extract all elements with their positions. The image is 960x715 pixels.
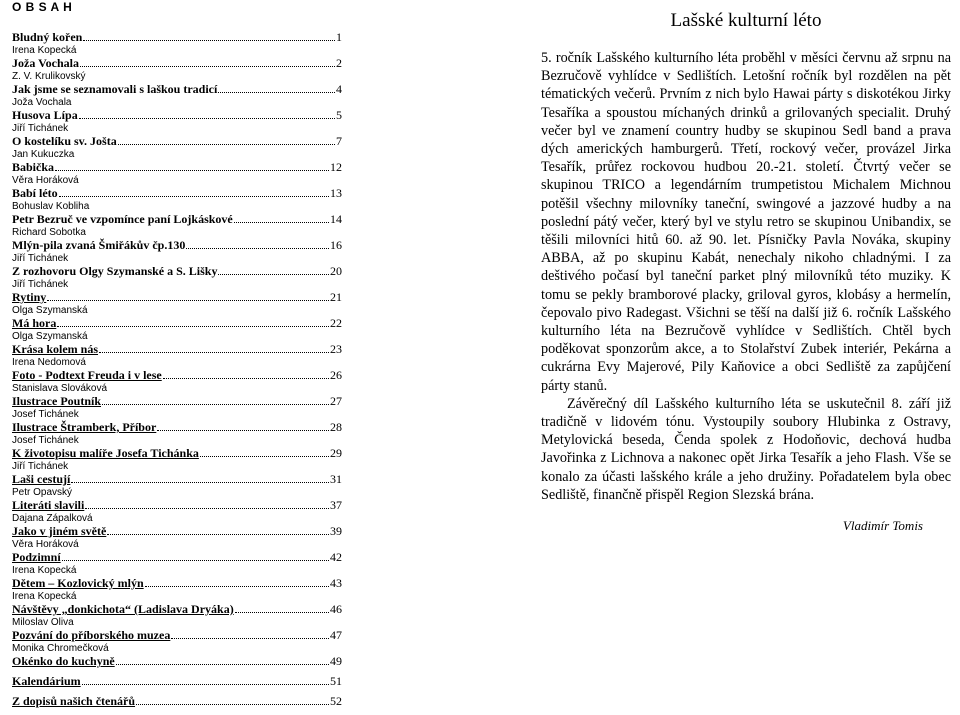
toc-leader-dots (80, 65, 335, 67)
toc-entry-title: Podzimní (12, 550, 61, 564)
table-of-contents (12, 0, 342, 715)
toc-entry-author: Dajana Zápalková (12, 513, 93, 524)
toc-leader-dots (79, 117, 335, 119)
toc-entry-title: Literáti slavili (12, 498, 85, 512)
toc-entry-title: Dětem – Kozlovický mlýn (12, 576, 144, 590)
article-title: Lašské kulturní léto (670, 10, 822, 31)
toc-entry-author: Josef Tichánek (12, 409, 79, 420)
toc-entry-page: 29 (330, 446, 342, 460)
toc-entry-page: 1 (336, 30, 342, 44)
toc-entry-row (12, 395, 342, 408)
toc-entry-title: Ilustrace Štramberk, Příbor (12, 420, 157, 434)
toc-entry-title: Jak jsme se seznamovali s laškou tradicí (12, 82, 218, 96)
toc-entry-page: 23 (330, 342, 342, 356)
toc-entry-row (12, 31, 342, 44)
toc-leader-dots (83, 39, 335, 41)
toc-entry-row (12, 551, 342, 564)
toc-entry-author: Jan Kukuczka (12, 149, 75, 160)
toc-entry (12, 291, 342, 317)
toc-leader-dots (62, 559, 329, 561)
toc-entry-author: Irena Kopecká (12, 591, 77, 602)
toc-entry-author: Monika Chromečková (12, 643, 109, 654)
toc-entry (12, 187, 342, 213)
article-paragraph-2: Závěrečný díl Lašského kulturního léta se uskutečnil 8. září již tradičně v lidovém tónu. Vystoupily soubory Hlubinka z Ostravy, Metylovická beseda, Čenda spolek z Hodoňovic, dechová hudba Javořinka z Lichnova a nakonec opět Jirka Tesařík a jeho Flash. Vše se konalo za účasti lašského krále a jeho družiny. Pořadatelem byla obec Sedliště, finančně přispěl Region Slezská brána. (541, 395, 951, 503)
toc-entry-title: Bludný kořen (12, 30, 83, 44)
toc-entry-author: Věra Horáková (12, 539, 79, 550)
toc-entry-page: 5 (336, 108, 342, 122)
toc-entry-page: 46 (330, 602, 342, 616)
toc-entry (12, 525, 342, 551)
toc-entry-page: 47 (330, 628, 342, 642)
toc-entry-title: Rytiny (12, 290, 47, 304)
article-signature: Vladimír Tomis (842, 518, 923, 534)
toc-entry-author: Josef Tichánek (12, 435, 79, 446)
toc-list (12, 31, 342, 715)
toc-entry (12, 675, 342, 695)
toc-entry-row (12, 695, 342, 708)
toc-entry-row (12, 473, 342, 486)
toc-entry-title: Okénko do kuchyně (12, 654, 115, 668)
toc-entry-page: 37 (330, 498, 342, 512)
toc-entry-author: Z. V. Krulikovský (12, 71, 86, 82)
toc-leader-dots (235, 611, 329, 613)
toc-entry-row (12, 343, 342, 356)
toc-entry (12, 317, 342, 343)
toc-entry-title: Ilustrace Poutník (12, 394, 102, 408)
toc-entry-page: 4 (336, 82, 342, 96)
toc-entry-author: Jiří Tichánek (12, 279, 69, 290)
toc-entry-page: 43 (330, 576, 342, 590)
toc-leader-dots (102, 403, 329, 405)
toc-leader-dots (118, 143, 335, 145)
toc-entry-page: 26 (330, 368, 342, 382)
toc-entry-title: Z rozhovoru Olgy Szymanské a S. Lišky (12, 264, 218, 278)
toc-entry (12, 473, 342, 499)
toc-entry-row (12, 369, 342, 382)
toc-entry-row (12, 135, 342, 148)
toc-entry (12, 421, 342, 447)
article-paragraph-1: 5. ročník Lašského kulturního léta proběhl v měsíci červnu až srpnu na Bezručově vyhlídce v Sedlištích. Letošní ročník byl rozdělen na pět tématických večerů. Prvním z nich bylo Hawai párty s diskotékou Jirky Tesaříka a spoustou míchaných drinků a grilovaných specialit. Druhý večer byl ve znamení country hudby se skupinou Sedl band a prava dých amerických hamburgerů. Třetí, rockový večer, provázel Jirka Tesařík, průřez rockovou hudbou 20.-21. století. Čtvrtý večer se skupinou TRICO a legendárním trumpetistou Michalem Michnou potěšil všechny milovníky taneční, swingové a jazzové hudby a na poslední pátý večer, který byl ve stylu retro se skupinou Unibandix, se těšili milovníci hitů 60. až 90. let. Písničky Pavla Nováka, skupiny ABBA, až po skupinu Kabát, nenechaly nikoho chladnými. I za deštivého počasí byl taneční parket plný milovníků této muziky. K tomu se pekly bramborové placky, griloval gyros, klobásy a hermelín, čepovalo pivo Radegast. Všichni se těší na další již 6. ročník Lašského kulturního léta na Bezručově vyhlídce v Sedlištích. Chtěl bych poděkovat sponzorům akce, a to Stolařství Zubek interiér, Pekárna a cukrárna Evy Majerové, Pily Kaňovice a obci Sedliště za zapůjčení párty stanů. (541, 50, 951, 394)
toc-entry-page: 27 (330, 394, 342, 408)
toc-entry-author: Jiří Tichánek (12, 253, 69, 264)
toc-entry-row (12, 603, 342, 616)
toc-entry-row (12, 499, 342, 512)
toc-entry-row (12, 109, 342, 122)
toc-entry (12, 83, 342, 109)
toc-entry-author: Věra Horáková (12, 175, 79, 186)
toc-entry-row (12, 525, 342, 538)
toc-entry-page: 2 (336, 56, 342, 70)
toc-entry-title: Joža Vochala (12, 56, 80, 70)
toc-entry-author: Olga Szymanská (12, 331, 88, 342)
toc-entry-title: Foto - Podtext Freuda i v lese (12, 368, 162, 382)
toc-entry (12, 343, 342, 369)
toc-entry-author: Richard Sobotka (12, 227, 86, 238)
toc-entry-author: Olga Szymanská (12, 305, 88, 316)
toc-entry-author: Irena Kopecká (12, 565, 77, 576)
toc-entry (12, 57, 342, 83)
toc-entry-row (12, 187, 342, 200)
toc-entry-author: Jiří Tichánek (12, 123, 69, 134)
toc-entry-page: 12 (330, 160, 342, 174)
toc-entry-row (12, 675, 342, 688)
toc-entry-row (12, 161, 342, 174)
toc-leader-dots (163, 377, 329, 379)
toc-entry (12, 395, 342, 421)
toc-entry-page: 49 (330, 654, 342, 668)
toc-leader-dots (234, 221, 329, 223)
toc-entry-title: Má hora (12, 316, 57, 330)
toc-entry-title: Pozvání do příborského muzea (12, 628, 171, 642)
toc-entry (12, 447, 342, 473)
toc-entry-author: Joža Vochala (12, 97, 72, 108)
toc-leader-dots (157, 429, 329, 431)
toc-entry-page: 51 (330, 674, 342, 688)
toc-entry-author: Bohuslav Kobliha (12, 201, 90, 212)
toc-leader-dots (107, 533, 329, 535)
toc-entry (12, 369, 342, 395)
toc-entry-page: 39 (330, 524, 342, 538)
toc-entry-author: Miloslav Oliva (12, 617, 74, 628)
toc-entry-page: 20 (330, 264, 342, 278)
toc-entry (12, 603, 342, 629)
toc-entry-row (12, 265, 342, 278)
toc-leader-dots (218, 273, 329, 275)
toc-entry (12, 551, 342, 577)
toc-entry-title: K životopisu malíře Josefa Tichánka (12, 446, 199, 460)
toc-entry-author (12, 708, 342, 715)
toc-entry-title: Babí léto (12, 186, 58, 200)
toc-entry (12, 213, 342, 239)
toc-entry (12, 135, 342, 161)
toc-entry-row (12, 629, 342, 642)
toc-entry-title: Mlýn-pila zvaná Šmiřákův čp.130 (12, 238, 186, 252)
toc-entry-page: 7 (336, 134, 342, 148)
toc-entry-page: 22 (330, 316, 342, 330)
toc-entry-page: 28 (330, 420, 342, 434)
toc-leader-dots (186, 247, 329, 249)
toc-entry (12, 499, 342, 525)
toc-entry-author: Irena Kopecká (12, 45, 77, 56)
toc-entry (12, 161, 342, 187)
toc-entry-row (12, 577, 342, 590)
toc-leader-dots (218, 91, 335, 93)
article (541, 0, 951, 534)
toc-entry-page: 14 (330, 212, 342, 226)
toc-entry-author: Stanislava Slováková (12, 383, 108, 394)
toc-entry-row (12, 291, 342, 304)
toc-entry-title: Z dopisů našich čtenářů (12, 694, 136, 708)
toc-heading: O B S A H (12, 0, 73, 14)
toc-entry-title: Husova Lípa (12, 108, 78, 122)
toc-entry-row (12, 655, 342, 668)
toc-entry (12, 109, 342, 135)
toc-entry-row (12, 57, 342, 70)
toc-entry-page: 21 (330, 290, 342, 304)
toc-entry-page: 31 (330, 472, 342, 486)
toc-entry (12, 629, 342, 655)
toc-entry-page: 42 (330, 550, 342, 564)
toc-entry (12, 695, 342, 715)
toc-entry (12, 655, 342, 675)
toc-leader-dots (99, 351, 329, 353)
toc-leader-dots (71, 481, 329, 483)
toc-entry (12, 577, 342, 603)
toc-leader-dots (200, 455, 329, 457)
toc-entry-page: 16 (330, 238, 342, 252)
toc-entry (12, 265, 342, 291)
toc-entry-page: 13 (330, 186, 342, 200)
toc-leader-dots (55, 169, 329, 171)
toc-leader-dots (85, 507, 329, 509)
toc-entry-title: Krása kolem nás (12, 342, 99, 356)
toc-leader-dots (116, 663, 329, 665)
toc-entry-row (12, 213, 342, 226)
toc-entry-title: Kalendárium (12, 674, 81, 688)
toc-entry (12, 239, 342, 265)
toc-entry-title: Petr Bezruč ve vzpomínce paní Lojkáskové (12, 212, 233, 226)
toc-entry-author: Petr Opavský (12, 487, 73, 498)
toc-entry-title: Babička (12, 160, 55, 174)
toc-leader-dots (59, 195, 329, 197)
toc-entry-author: Jiří Tichánek (12, 461, 69, 472)
toc-entry-page: 52 (330, 694, 342, 708)
toc-entry (12, 31, 342, 57)
toc-entry-title: Návštěvy „donkichota“ (Ladislava Dryáka) (12, 602, 234, 616)
toc-leader-dots (145, 585, 329, 587)
toc-entry-title: Laši cestují (12, 472, 71, 486)
toc-entry-row (12, 421, 342, 434)
toc-entry-title: O kostelíku sv. Jošta (12, 134, 117, 148)
toc-entry-author: Irena Nedomová (12, 357, 86, 368)
toc-leader-dots (136, 703, 329, 705)
toc-entry-row (12, 317, 342, 330)
toc-leader-dots (47, 299, 329, 301)
toc-leader-dots (57, 325, 329, 327)
toc-entry-row (12, 239, 342, 252)
toc-entry-title: Jako v jiném světě (12, 524, 107, 538)
toc-leader-dots (171, 637, 329, 639)
toc-entry-row (12, 83, 342, 96)
toc-leader-dots (82, 683, 329, 685)
toc-entry-row (12, 447, 342, 460)
